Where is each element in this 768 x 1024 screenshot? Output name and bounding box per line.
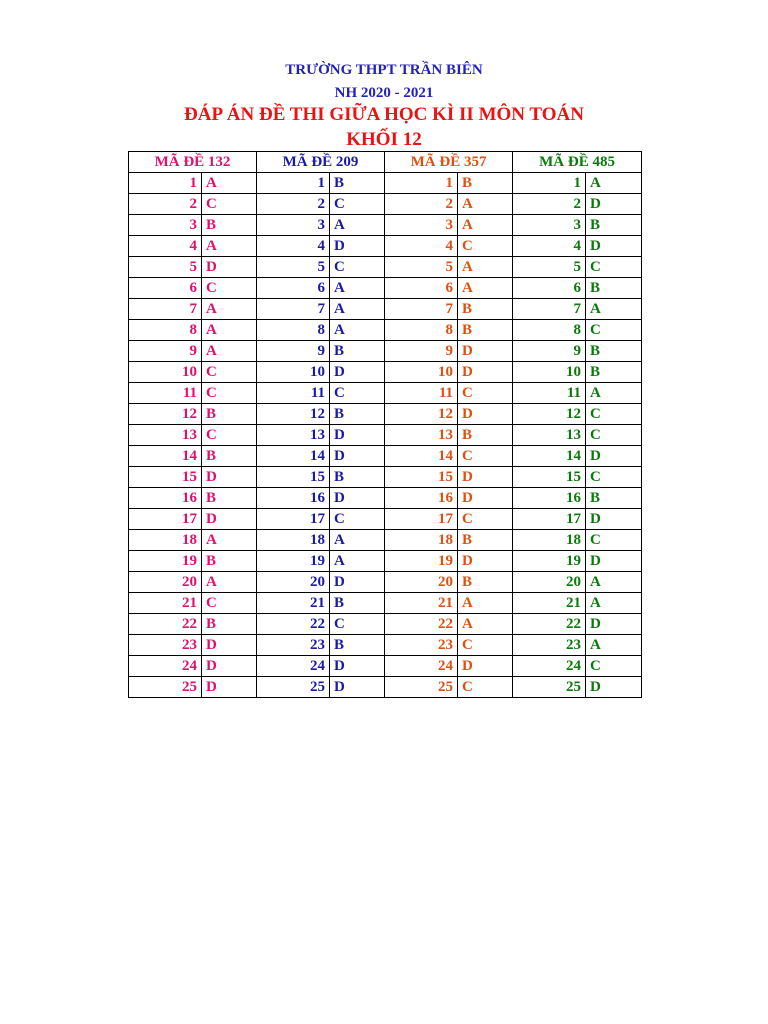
answer-cell: A: [586, 572, 642, 593]
question-number: 11: [385, 383, 458, 404]
question-number: 20: [385, 572, 458, 593]
answer-cell: C: [202, 593, 257, 614]
table-row: [129, 425, 642, 446]
question-number: 3: [257, 215, 330, 236]
answer-cell: D: [202, 635, 257, 656]
question-number: 15: [257, 467, 330, 488]
answer-cell: A: [458, 278, 513, 299]
question-number: 20: [513, 572, 586, 593]
answer-cell: D: [458, 362, 513, 383]
question-number: 9: [385, 341, 458, 362]
table-row: [129, 278, 642, 299]
answer-cell: A: [586, 593, 642, 614]
answer-cell: A: [202, 173, 257, 194]
answer-cell: A: [202, 572, 257, 593]
table-row: [129, 362, 642, 383]
answer-cell: B: [586, 278, 642, 299]
table-row: [129, 530, 642, 551]
question-number: 12: [257, 404, 330, 425]
question-number: 8: [257, 320, 330, 341]
question-number: 7: [257, 299, 330, 320]
answer-cell: B: [586, 488, 642, 509]
question-number: 22: [513, 614, 586, 635]
answer-cell: B: [202, 488, 257, 509]
grade-label: KHỐI 12: [346, 129, 422, 150]
answer-cell: A: [202, 299, 257, 320]
question-number: 4: [385, 236, 458, 257]
question-number: 13: [257, 425, 330, 446]
answer-cell: D: [202, 677, 257, 698]
question-number: 19: [385, 551, 458, 572]
question-number: 21: [129, 593, 202, 614]
answer-cell: A: [586, 635, 642, 656]
answer-cell: C: [458, 383, 513, 404]
answer-cell: D: [202, 656, 257, 677]
answer-cell: D: [202, 467, 257, 488]
answer-cell: D: [458, 551, 513, 572]
table-row: [129, 236, 642, 257]
answer-rows: [129, 173, 642, 698]
answer-cell: C: [458, 677, 513, 698]
question-number: 25: [129, 677, 202, 698]
table-row: [129, 383, 642, 404]
answer-cell: A: [586, 299, 642, 320]
question-number: 13: [513, 425, 586, 446]
answer-cell: A: [458, 614, 513, 635]
answer-cell: D: [330, 446, 385, 467]
question-number: 20: [257, 572, 330, 593]
answer-cell: A: [202, 236, 257, 257]
answer-key-table: [128, 151, 642, 698]
answer-cell: C: [586, 656, 642, 677]
answer-cell: B: [586, 362, 642, 383]
answer-cell: B: [330, 341, 385, 362]
exam-code-header: MÃ ĐỀ 209: [257, 152, 385, 173]
question-number: 1: [257, 173, 330, 194]
question-number: 20: [129, 572, 202, 593]
answer-cell: D: [458, 467, 513, 488]
question-number: 22: [385, 614, 458, 635]
question-number: 22: [257, 614, 330, 635]
answer-cell: A: [330, 551, 385, 572]
question-number: 13: [385, 425, 458, 446]
question-number: 11: [513, 383, 586, 404]
answer-cell: A: [458, 215, 513, 236]
answer-cell: C: [586, 404, 642, 425]
question-number: 9: [129, 341, 202, 362]
question-number: 15: [513, 467, 586, 488]
question-number: 5: [257, 257, 330, 278]
question-number: 6: [513, 278, 586, 299]
question-number: 17: [385, 509, 458, 530]
answer-cell: B: [330, 593, 385, 614]
answer-cell: C: [586, 320, 642, 341]
question-number: 3: [513, 215, 586, 236]
question-number: 8: [513, 320, 586, 341]
answer-cell: B: [202, 614, 257, 635]
question-number: 2: [257, 194, 330, 215]
question-number: 23: [385, 635, 458, 656]
answer-cell: D: [458, 404, 513, 425]
answer-cell: A: [330, 299, 385, 320]
answer-cell: D: [458, 656, 513, 677]
answer-cell: B: [202, 215, 257, 236]
table-row: [129, 341, 642, 362]
exam-code-header: MÃ ĐỀ 132: [129, 152, 257, 173]
question-number: 7: [513, 299, 586, 320]
question-number: 5: [129, 257, 202, 278]
question-number: 10: [513, 362, 586, 383]
answer-cell: B: [202, 446, 257, 467]
answer-cell: C: [458, 509, 513, 530]
question-number: 3: [385, 215, 458, 236]
table-row: [129, 572, 642, 593]
table-row: [129, 635, 642, 656]
document-title: ĐÁP ÁN ĐỀ THI GIỮA HỌC KÌ II MÔN TOÁN: [184, 104, 584, 125]
answer-cell: D: [330, 425, 385, 446]
answer-cell: B: [586, 341, 642, 362]
answer-cell: A: [202, 320, 257, 341]
answer-cell: D: [458, 488, 513, 509]
question-number: 18: [385, 530, 458, 551]
question-number: 7: [129, 299, 202, 320]
question-number: 21: [385, 593, 458, 614]
question-number: 11: [129, 383, 202, 404]
question-number: 19: [257, 551, 330, 572]
question-number: 7: [385, 299, 458, 320]
table-row: [129, 656, 642, 677]
question-number: 18: [129, 530, 202, 551]
answer-cell: D: [330, 362, 385, 383]
answer-cell: A: [586, 383, 642, 404]
question-number: 2: [513, 194, 586, 215]
question-number: 18: [513, 530, 586, 551]
answer-cell: C: [202, 362, 257, 383]
answer-cell: B: [586, 215, 642, 236]
answer-cell: B: [202, 404, 257, 425]
question-number: 16: [513, 488, 586, 509]
answer-cell: B: [458, 425, 513, 446]
table-row: [129, 509, 642, 530]
answer-cell: D: [586, 509, 642, 530]
question-number: 17: [129, 509, 202, 530]
question-number: 3: [129, 215, 202, 236]
question-number: 9: [257, 341, 330, 362]
table-row: [129, 677, 642, 698]
question-number: 18: [257, 530, 330, 551]
question-number: 25: [257, 677, 330, 698]
question-number: 5: [385, 257, 458, 278]
question-number: 8: [385, 320, 458, 341]
table-header-row: [129, 152, 642, 173]
table-row: [129, 446, 642, 467]
question-number: 6: [129, 278, 202, 299]
answer-cell: C: [330, 509, 385, 530]
answer-cell: A: [586, 173, 642, 194]
answer-cell: D: [330, 488, 385, 509]
question-number: 2: [385, 194, 458, 215]
answer-cell: B: [330, 404, 385, 425]
answer-cell: C: [202, 278, 257, 299]
exam-code-header: MÃ ĐỀ 357: [385, 152, 513, 173]
question-number: 24: [513, 656, 586, 677]
question-number: 16: [385, 488, 458, 509]
question-number: 17: [513, 509, 586, 530]
table-row: [129, 467, 642, 488]
answer-cell: B: [458, 572, 513, 593]
answer-cell: C: [458, 236, 513, 257]
school-year: NH 2020 - 2021: [334, 85, 434, 101]
question-number: 10: [385, 362, 458, 383]
question-number: 21: [257, 593, 330, 614]
question-number: 2: [129, 194, 202, 215]
answer-cell: D: [586, 236, 642, 257]
question-number: 9: [513, 341, 586, 362]
question-number: 16: [129, 488, 202, 509]
answer-cell: C: [202, 425, 257, 446]
answer-cell: C: [586, 425, 642, 446]
answer-cell: A: [458, 257, 513, 278]
answer-cell: D: [586, 551, 642, 572]
answer-cell: D: [330, 677, 385, 698]
answer-cell: C: [330, 257, 385, 278]
question-number: 13: [129, 425, 202, 446]
table-row: [129, 614, 642, 635]
question-number: 1: [129, 173, 202, 194]
question-number: 8: [129, 320, 202, 341]
table-row: [129, 194, 642, 215]
answer-cell: D: [202, 257, 257, 278]
question-number: 24: [257, 656, 330, 677]
answer-cell: B: [458, 299, 513, 320]
question-number: 1: [513, 173, 586, 194]
answer-cell: B: [330, 467, 385, 488]
answer-cell: D: [586, 446, 642, 467]
question-number: 6: [257, 278, 330, 299]
question-number: 23: [257, 635, 330, 656]
question-number: 14: [129, 446, 202, 467]
answer-cell: B: [330, 173, 385, 194]
answer-cell: C: [202, 383, 257, 404]
question-number: 16: [257, 488, 330, 509]
question-number: 24: [129, 656, 202, 677]
question-number: 25: [513, 677, 586, 698]
answer-cell: C: [586, 530, 642, 551]
answer-cell: C: [330, 614, 385, 635]
question-number: 6: [385, 278, 458, 299]
question-number: 15: [129, 467, 202, 488]
table-row: [129, 299, 642, 320]
answer-cell: D: [330, 572, 385, 593]
table-row: [129, 404, 642, 425]
answer-cell: A: [458, 593, 513, 614]
table-row: [129, 257, 642, 278]
answer-cell: C: [202, 194, 257, 215]
question-number: 21: [513, 593, 586, 614]
question-number: 23: [129, 635, 202, 656]
question-number: 1: [385, 173, 458, 194]
answer-cell: A: [330, 320, 385, 341]
answer-cell: D: [586, 614, 642, 635]
question-number: 25: [385, 677, 458, 698]
table-row: [129, 320, 642, 341]
school-name: TRƯỜNG THPT TRẦN BIÊN: [285, 62, 483, 78]
answer-cell: B: [202, 551, 257, 572]
question-number: 15: [385, 467, 458, 488]
question-number: 10: [129, 362, 202, 383]
question-number: 4: [129, 236, 202, 257]
table-row: [129, 551, 642, 572]
answer-cell: D: [330, 236, 385, 257]
answer-cell: C: [330, 383, 385, 404]
question-number: 12: [129, 404, 202, 425]
table-row: [129, 215, 642, 236]
table-row: [129, 173, 642, 194]
question-number: 24: [385, 656, 458, 677]
question-number: 19: [129, 551, 202, 572]
table-row: [129, 488, 642, 509]
answer-cell: C: [586, 467, 642, 488]
answer-cell: A: [330, 215, 385, 236]
question-number: 17: [257, 509, 330, 530]
question-number: 22: [129, 614, 202, 635]
question-number: 5: [513, 257, 586, 278]
answer-cell: B: [458, 530, 513, 551]
answer-cell: A: [458, 194, 513, 215]
answer-cell: A: [330, 278, 385, 299]
answer-cell: D: [458, 341, 513, 362]
answer-cell: D: [330, 656, 385, 677]
question-number: 12: [385, 404, 458, 425]
answer-cell: C: [458, 446, 513, 467]
question-number: 4: [513, 236, 586, 257]
question-number: 12: [513, 404, 586, 425]
answer-cell: D: [586, 677, 642, 698]
answer-cell: C: [330, 194, 385, 215]
table-row: [129, 593, 642, 614]
question-number: 4: [257, 236, 330, 257]
question-number: 14: [385, 446, 458, 467]
question-number: 11: [257, 383, 330, 404]
question-number: 19: [513, 551, 586, 572]
answer-cell: D: [586, 194, 642, 215]
answer-cell: A: [202, 341, 257, 362]
answer-cell: C: [458, 635, 513, 656]
answer-cell: B: [330, 635, 385, 656]
answer-cell: A: [330, 530, 385, 551]
question-number: 14: [257, 446, 330, 467]
question-number: 10: [257, 362, 330, 383]
question-number: 23: [513, 635, 586, 656]
answer-cell: D: [202, 509, 257, 530]
question-number: 14: [513, 446, 586, 467]
answer-cell: C: [586, 257, 642, 278]
answer-cell: A: [202, 530, 257, 551]
answer-cell: B: [458, 173, 513, 194]
exam-code-header: MÃ ĐỀ 485: [513, 152, 642, 173]
answer-cell: B: [458, 320, 513, 341]
